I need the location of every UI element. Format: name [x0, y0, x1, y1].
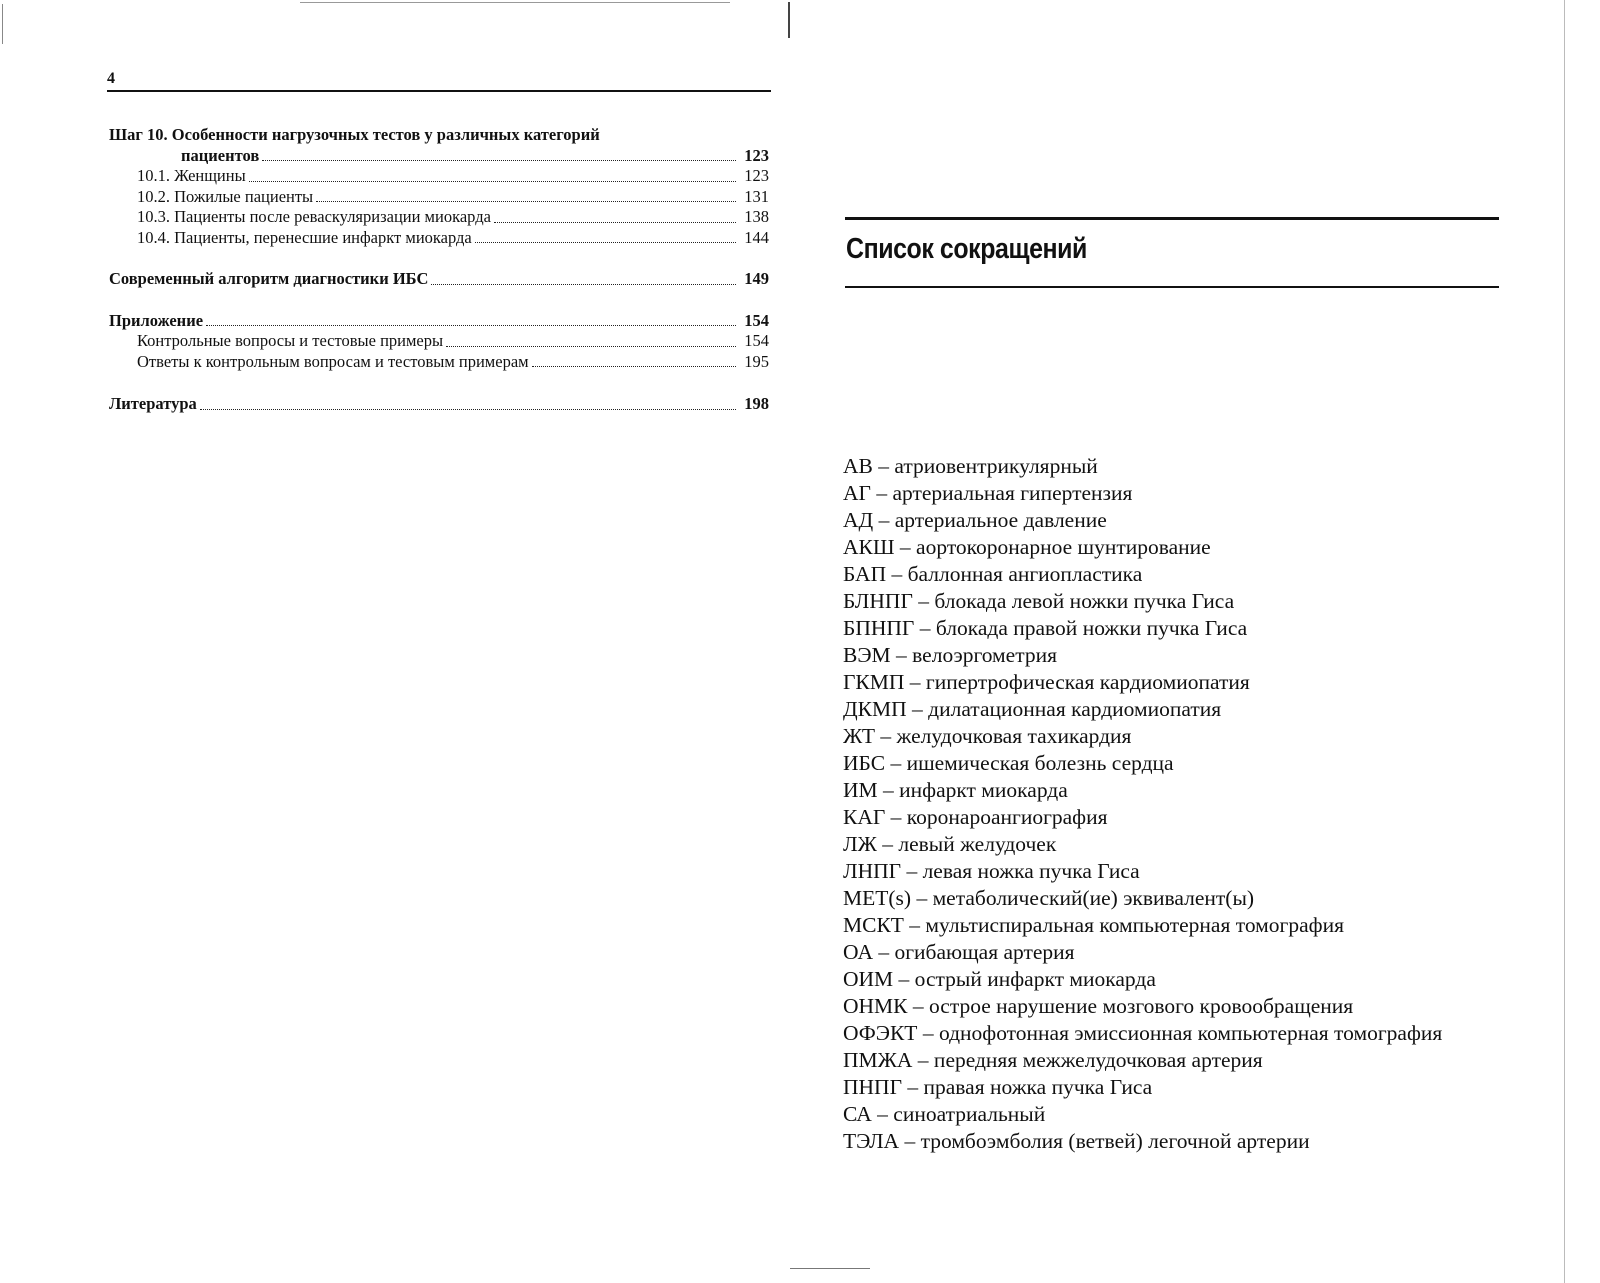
toc-leader-dots [262, 159, 736, 161]
toc-page-number: 149 [744, 269, 769, 288]
toc-entry[interactable] [109, 311, 769, 332]
toc-page-number: 123 [744, 166, 769, 185]
abbreviation-item: ОФЭКТ – однофотонная эмиссионная компьютерная томография [843, 1021, 1443, 1045]
abbreviation-item: АКШ – аортокоронарное шунтирование [843, 535, 1211, 559]
abbreviation-item: ИБС – ишемическая болезнь сердца [843, 751, 1174, 775]
abbreviation-item: АД – артериальное давление [843, 508, 1107, 532]
toc-leader-dots [200, 408, 736, 410]
toc-entry[interactable] [109, 187, 769, 208]
toc-page-number: 154 [744, 331, 769, 350]
toc-leader-dots [316, 200, 736, 202]
abbreviation-list [843, 453, 1463, 1155]
abbreviation-item: ЛЖ – левый желудочек [843, 832, 1057, 856]
abbreviation-item: МСКТ – мультиспиральная компьютерная томография [843, 913, 1344, 937]
abbreviation-item: ПНПГ – правая ножка пучка Гиса [843, 1075, 1153, 1099]
title-rule-top [845, 217, 1499, 220]
toc-leader-dots [431, 283, 736, 285]
abbreviation-item: БЛНПГ – блокада левой ножки пучка Гиса [843, 589, 1235, 613]
abbreviation-item: ИМ – инфаркт миокарда [843, 778, 1068, 802]
abbreviation-item: ТЭЛА – тромбоэмболия (ветвей) легочной артерии [843, 1129, 1310, 1153]
toc-entry[interactable] [109, 269, 769, 290]
toc-entry[interactable] [109, 331, 769, 352]
toc-page-number: 154 [744, 310, 769, 330]
abbreviation-item: ПМЖА – передняя межжелудочковая артерия [843, 1048, 1263, 1072]
toc-leader-dots [494, 221, 736, 223]
toc-entry[interactable] [109, 394, 769, 415]
abbreviation-item: ВЭМ – велоэргометрия [843, 643, 1058, 667]
toc-leader-dots [532, 365, 736, 367]
toc-entry-label: Контрольные вопросы и тестовые примеры [137, 331, 444, 350]
header-rule [107, 90, 771, 92]
table-of-contents [109, 125, 769, 415]
toc-entry[interactable] [109, 207, 769, 228]
page-number: 4 [107, 70, 115, 87]
toc-leader-dots [206, 324, 736, 326]
toc-page-number: 131 [744, 186, 769, 206]
abbreviation-item: ОИМ – острый инфаркт миокарда [843, 967, 1156, 991]
abbreviation-item: КАГ – коронароангиография [843, 805, 1108, 829]
toc-entry-label: Ответы к контрольным вопросам и тестовым примерам [137, 351, 529, 371]
toc-page-number: 123 [744, 145, 769, 165]
abbreviation-item: АВ – атриовентрикулярный [843, 454, 1098, 478]
abbreviation-item: БАП – баллонная ангиопластика [843, 562, 1143, 586]
toc-entry[interactable] [109, 166, 769, 187]
toc-entry[interactable] [109, 228, 769, 249]
toc-entry[interactable] [109, 352, 769, 373]
toc-gap [109, 372, 769, 394]
abbreviation-item: MET(s) – метаболический(ие) эквивалент(ы) [843, 886, 1255, 910]
title-rule-bottom [845, 286, 1499, 288]
toc-page-number: 198 [744, 394, 769, 413]
toc-gap [109, 248, 769, 269]
abbreviation-item: ЛНПГ – левая ножка пучка Гиса [843, 859, 1140, 883]
section-title: Список сокращений [846, 233, 1087, 265]
toc-entry[interactable] [109, 146, 769, 167]
toc-page-number: 138 [744, 207, 769, 226]
toc-leader-dots [249, 180, 736, 182]
toc-page-number: 195 [744, 351, 769, 371]
toc-chapter-title-line1: Шаг 10. Особенности нагрузочных тестов у различных категорий [109, 125, 600, 144]
abbreviation-item: ДКМП – дилатационная кардиомиопатия [843, 697, 1222, 721]
toc-gap [109, 290, 769, 311]
toc-entry-label: Литература [109, 394, 197, 413]
toc-leader-dots [475, 241, 736, 243]
abbreviation-item: БПНПГ – блокада правой ножки пучка Гиса [843, 616, 1248, 640]
toc-entry-label: пациентов [181, 145, 260, 165]
abbreviation-item: ОНМК – острое нарушение мозгового кровообращения [843, 994, 1354, 1018]
right-page [800, 0, 1600, 1283]
toc-leader-dots [446, 345, 736, 347]
toc-entry-label: 10.2. Пожилые пациенты [137, 186, 314, 206]
toc-entry-label: 10.3. Пациенты после реваскуляризации миокарда [137, 207, 491, 226]
abbreviation-item: АГ – артериальная гипертензия [843, 481, 1133, 505]
toc-entry-label: Приложение [109, 310, 204, 330]
toc-entry-label: 10.4. Пациенты, перенесшие инфаркт миокарда [137, 227, 472, 247]
abbreviation-item: ГКМП – гипертрофическая кардиомиопатия [843, 670, 1250, 694]
abbreviation-item: ОА – огибающая артерия [843, 940, 1075, 964]
toc-entry-label: Современный алгоритм диагностики ИБС [109, 269, 429, 288]
abbreviation-item: ЖТ – желудочковая тахикардия [843, 724, 1132, 748]
toc-entry-label: 10.1. Женщины [137, 166, 246, 185]
abbreviation-item: СА – синоатриальный [843, 1102, 1046, 1126]
toc-page-number: 144 [744, 227, 769, 247]
